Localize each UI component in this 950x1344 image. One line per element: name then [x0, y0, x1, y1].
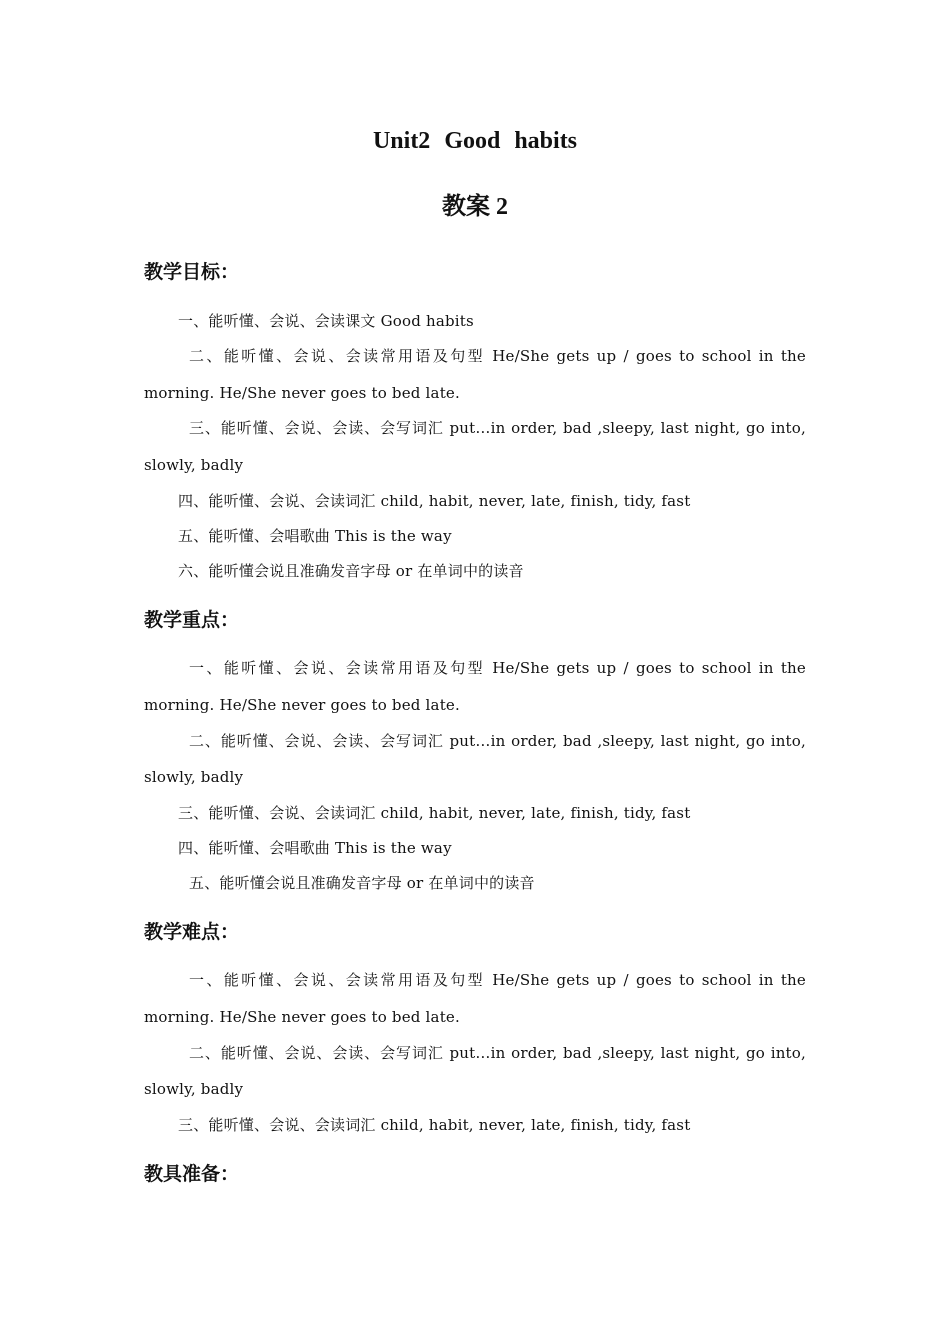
objective-item: 一、能听懂、会说、会读课文 Good habits	[178, 312, 474, 330]
key-point-item: 一、能听懂、会说、会读常用语及句型 He/She gets up / goes to school in the	[189, 659, 806, 677]
key-point-item-continuation: morning. He/She never goes to bed late.	[144, 696, 460, 714]
objective-item-continuation: morning. He/She never goes to bed late.	[144, 384, 460, 402]
objective-item: 六、能听懂会说且准确发音字母 or 在单词中的读音	[178, 562, 524, 580]
document-title	[0, 129, 950, 153]
difficulty-item: 二、能听懂、会说、会读、会写词汇 put…in order, bad ,sleepy, last night, go into,	[189, 1044, 806, 1062]
key-point-item: 三、能听懂、会说、会读词汇 child, habit, never, late, finish, tidy, fast	[178, 804, 691, 822]
key-point-item: 四、能听懂、会唱歌曲 This is the way	[178, 839, 452, 857]
title-word: habits	[514, 128, 578, 154]
title-word: Good	[444, 128, 501, 154]
key-points-heading: 教学重点：	[144, 609, 240, 631]
title-word: Unit2	[372, 128, 431, 154]
difficulties-heading: 教学难点：	[144, 921, 240, 943]
objective-item: 四、能听懂、会说、会读词汇 child, habit, never, late, finish, tidy, fast	[178, 492, 691, 510]
key-point-item-continuation: slowly, badly	[144, 768, 244, 786]
difficulty-item-continuation: morning. He/She never goes to bed late.	[144, 1008, 460, 1026]
objective-item: 三、能听懂、会说、会读、会写词汇 put…in order, bad ,sleepy, last night, go into,	[189, 419, 806, 437]
document-subtitle: 教案 2	[442, 194, 508, 220]
objective-item: 二、能听懂、会说、会读常用语及句型 He/She gets up / goes to school in the	[189, 347, 806, 365]
objective-item-continuation: slowly, badly	[144, 456, 244, 474]
key-point-item: 五、能听懂会说且准确发音字母 or 在单词中的读音	[189, 874, 535, 892]
objectives-heading: 教学目标：	[144, 261, 240, 283]
key-point-item: 二、能听懂、会说、会读、会写词汇 put…in order, bad ,sleepy, last night, go into,	[189, 732, 806, 750]
difficulty-item-continuation: slowly, badly	[144, 1080, 244, 1098]
objective-item: 五、能听懂、会唱歌曲 This is the way	[178, 527, 452, 545]
difficulty-item: 一、能听懂、会说、会读常用语及句型 He/She gets up / goes to school in the	[189, 971, 806, 989]
materials-heading: 教具准备：	[144, 1163, 240, 1185]
difficulty-item: 三、能听懂、会说、会读词汇 child, habit, never, late, finish, tidy, fast	[178, 1116, 691, 1134]
